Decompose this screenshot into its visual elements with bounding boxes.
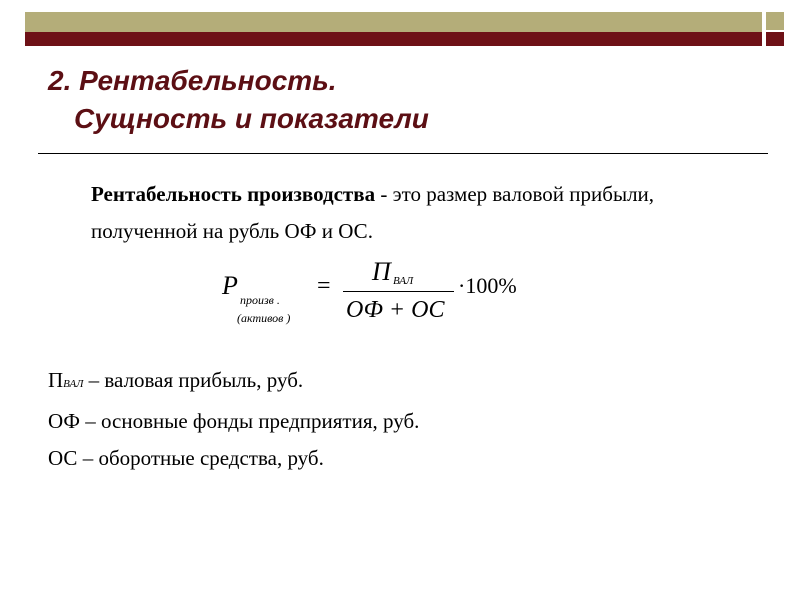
legend-item-fixed-assets [48,403,419,440]
legend-item-gross-profit [48,362,419,403]
formula-lhs-subscript-1: произв . [240,293,280,307]
header-red-bar [25,32,762,46]
header-olive-square [766,12,784,30]
title-divider [38,153,768,154]
legend-symbol: П [48,368,64,392]
formula-fraction-bar [343,291,454,292]
definition-paragraph [91,176,731,250]
legend-symbol-subscript: ВАЛ [63,378,84,390]
definition-term: Рентабельность производства [91,182,376,206]
legend-symbol: ОС [48,446,78,470]
profitability-formula [0,255,800,335]
variables-legend [48,362,419,477]
legend-text: – оборотные средства, руб. [77,446,324,470]
header-red-square [766,32,784,46]
definition-text: - это размер валовой прибыли, полученной на рубль ОФ и ОС. [91,182,655,243]
formula-denominator: ОФ + ОС [346,297,445,323]
legend-symbol: ОФ [48,409,81,433]
slide-title-line1: 2. Рентабельность. [48,65,337,96]
formula-equals: = [317,273,331,299]
slide-title [48,62,429,138]
header-olive-bar [25,12,762,32]
formula-multiplier: ·100% [458,273,517,298]
formula-numerator: П [372,257,391,286]
legend-item-working-capital [48,440,419,477]
formula-lhs: P [222,271,238,300]
formula-lhs-subscript-2: (активов ) [237,311,291,325]
slide-title-line2: Сущность и показатели [74,103,429,134]
formula-numerator-subscript: ВАЛ [393,275,414,287]
legend-text: – валовая прибыль, руб. [83,368,304,392]
legend-text: – основные фонды предприятия, руб. [80,409,420,433]
